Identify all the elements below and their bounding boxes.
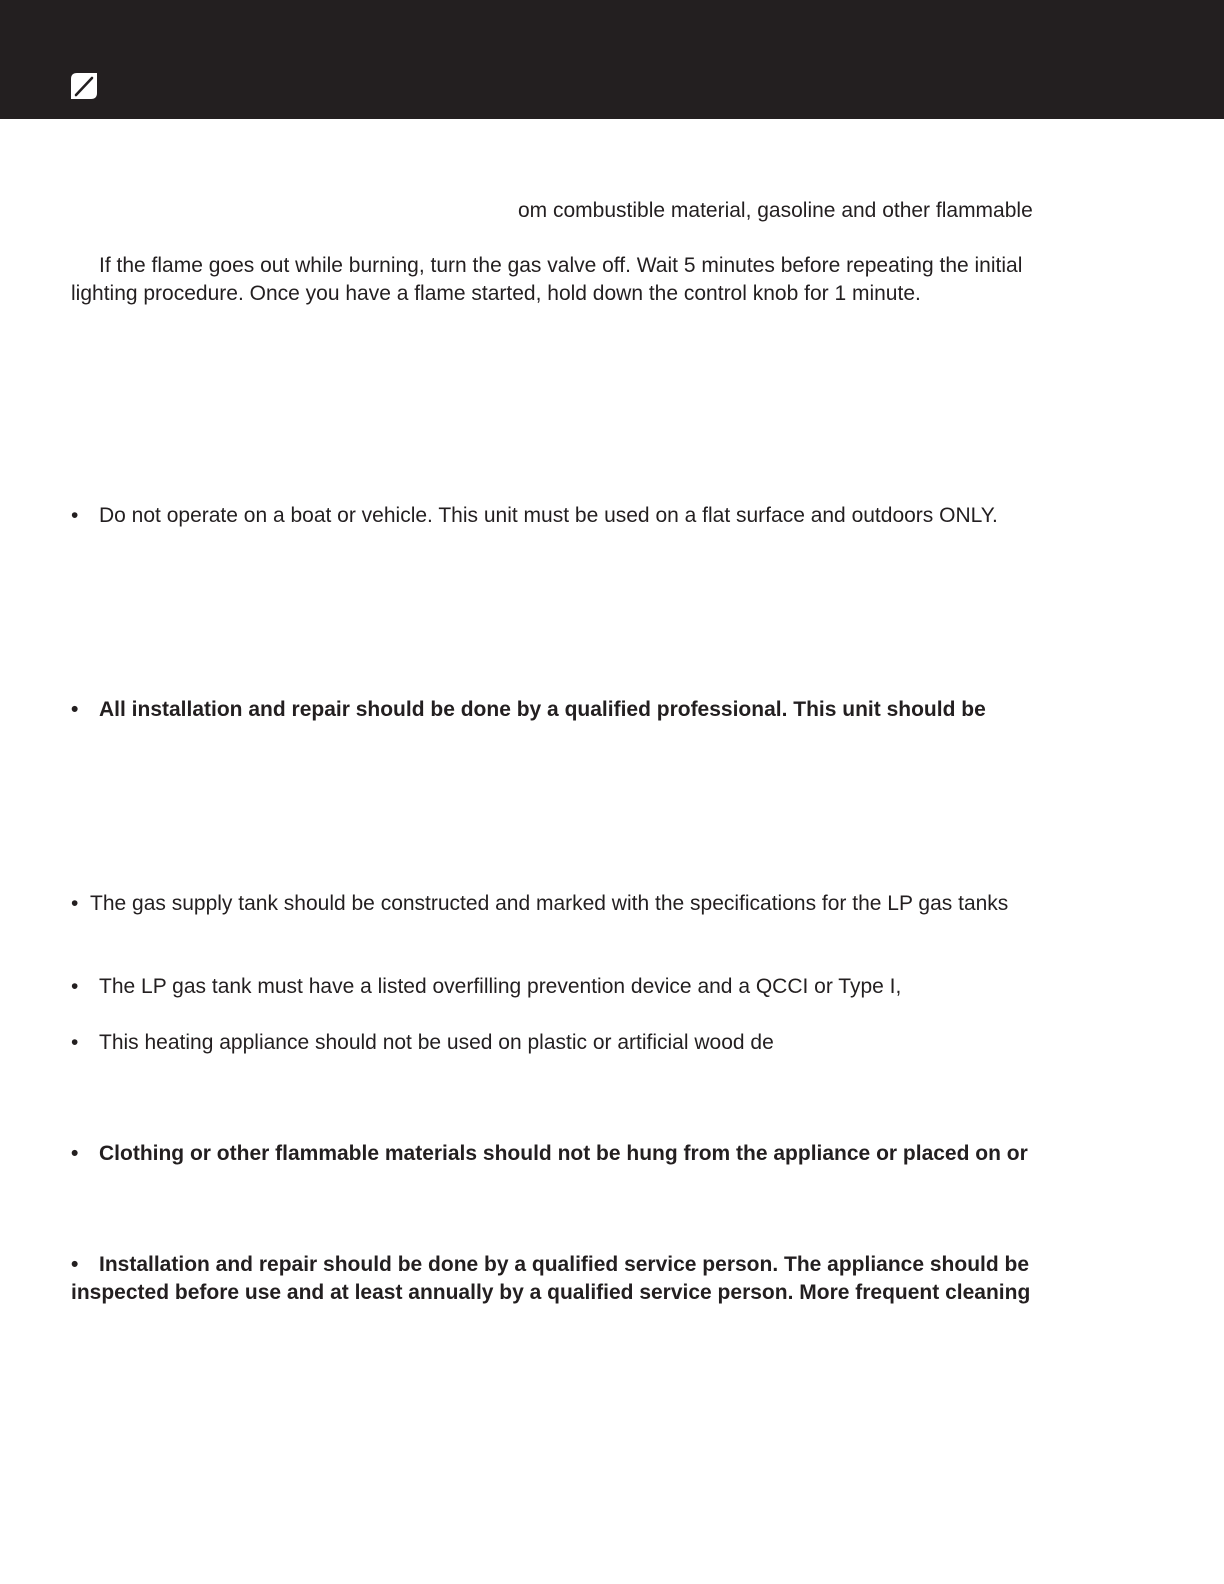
bullet-text: This heating appliance should not be used on plastic or artificial wood de — [99, 1031, 774, 1054]
bullet-item-service-line-1 — [71, 1251, 1029, 1279]
bullet-glyph: • — [71, 892, 79, 915]
bullet-item-lp-tank — [71, 973, 901, 1001]
bullet-text: All installation and repair should be done by a qualified professional. This unit should be — [99, 698, 986, 721]
bullet-glyph: • — [71, 1142, 79, 1165]
bullet-text: Clothing or other flammable materials should not be hung from the appliance or placed on or — [99, 1142, 1028, 1165]
bullet-item-installation-professional — [71, 696, 986, 724]
partial-warning-line: om combustible material, gasoline and other flammable — [518, 199, 1033, 222]
bullet-glyph: • — [71, 1031, 79, 1054]
bullet-text: The LP gas tank must have a listed overfilling prevention device and a QCCI or Type I, — [99, 975, 902, 998]
brand-leaf-logo-icon — [70, 72, 98, 100]
bullet-item-clothing — [71, 1140, 1028, 1168]
flame-paragraph-line-1: If the flame goes out while burning, turn the gas valve off. Wait 5 minutes before repeating the initial — [99, 254, 1023, 277]
bullet-item-boat — [71, 502, 998, 530]
bullet-text: The gas supply tank should be constructed and marked with the specifications for the LP gas tanks — [90, 892, 1009, 915]
bullet-glyph: • — [71, 975, 79, 998]
bullet-text: Do not operate on a boat or vehicle. This unit must be used on a flat surface and outdoors ONLY. — [99, 504, 998, 527]
bullet-glyph: • — [71, 504, 79, 527]
header-bar — [0, 0, 1224, 119]
bullet-item-gas-supply-tank — [71, 890, 1008, 918]
bullet-text: Installation and repair should be done by a qualified service person. The appliance should be — [99, 1253, 1030, 1276]
bullet-glyph: • — [71, 698, 79, 721]
bullet-item-heating-appliance — [71, 1029, 774, 1057]
flame-paragraph-line-2: lighting procedure. Once you have a flame started, hold down the control knob for 1 minute. — [71, 282, 921, 305]
bullet-item-service-line-2: inspected before use and at least annually by a qualified service person. More frequent cleaning — [71, 1281, 1031, 1304]
bullet-glyph: • — [71, 1253, 79, 1276]
